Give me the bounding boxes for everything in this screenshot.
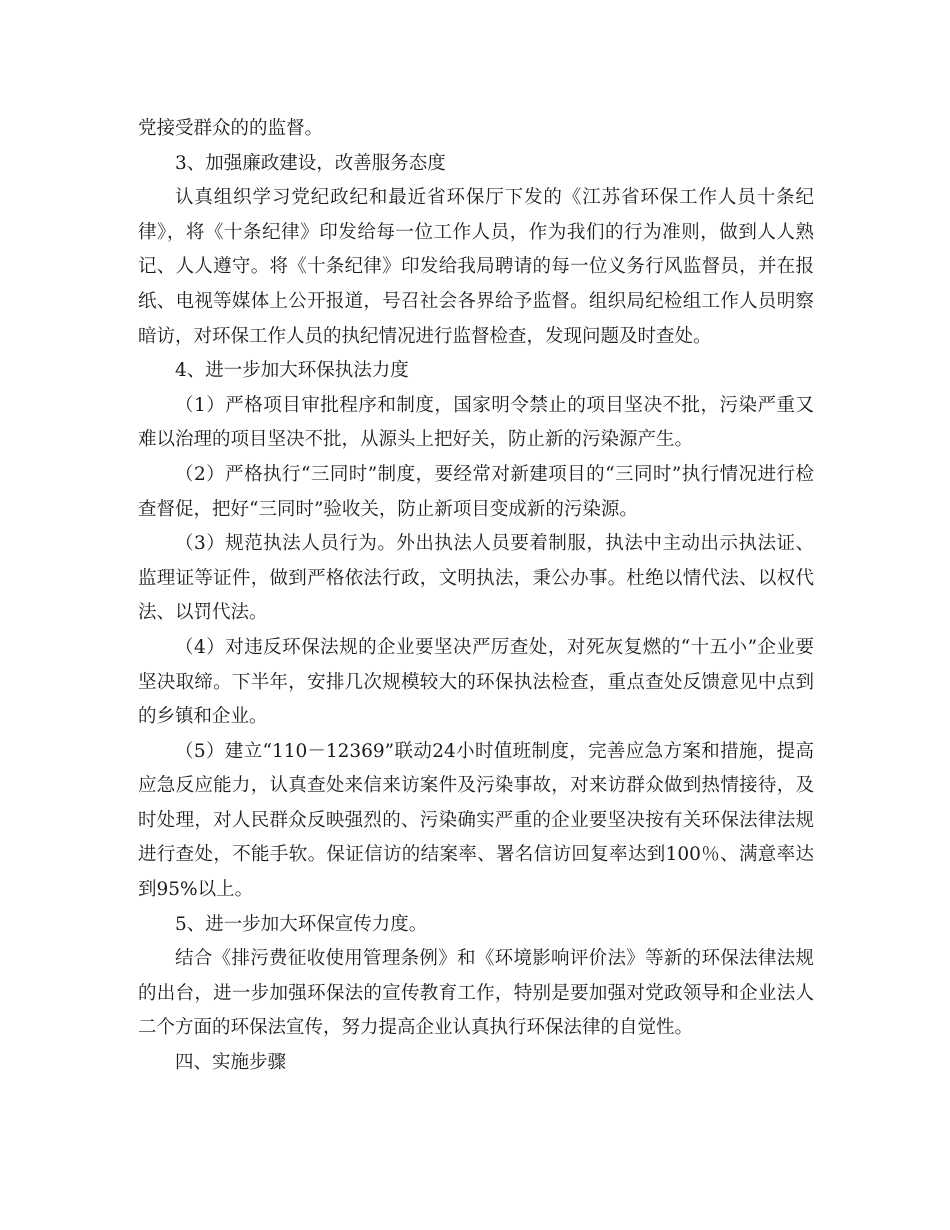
section-heading-3: 3、加强廉政建设，改善服务态度 [175,152,446,174]
section-heading-5: 5、进一步加大环保宣传力度。 [175,913,428,935]
paragraph-publicity: 结合《排污费征收使用管理条例》和《环境影响评价法》等新的环保法律法规的出台，进一步加强环保法的宣传教育工作，特别是要加强对党政领导和企业法人二个方面的环保法宣传，努力提高企业认真执行环保法律的自觉性。 [138,948,814,1039]
section-heading-implementation: 四、实施步骤 [175,1052,287,1074]
list-item-3: （3）规范执法人员行为。外出执法人员要着制服，执法中主动出示执法证、监理证等证件，做到严格依法行政，文明执法，秉公办事。杜绝以情代法、以权代法、以罚代法。 [138,533,814,624]
list-item-1: （1）严格项目审批程序和制度，国家明令禁止的项目坚决不批，污染严重又难以治理的项目坚决不批，从源头上把好关，防止新的污染源产生。 [138,394,814,451]
document-page [138,112,814,1081]
section-heading-4: 4、进一步加大环保执法力度 [175,360,409,382]
list-item-4: （4）对违反环保法规的企业要坚决严厉查处，对死灰复燃的“十五小”企业要坚决取缔。下半年，安排几次规模较大的环保执法检查，重点查处反馈意见中点到的乡镇和企业。 [138,636,814,728]
list-item-2: （2）严格执行“三同时”制度，要经常对新建项目的“三同时”执行情况进行检查督促，把好“三同时”验收关，防止新项目变成新的污染源。 [138,463,814,520]
paragraph-discipline: 认真组织学习党纪政纪和最近省环保厅下发的《江苏省环保工作人员十条纪律》，将《十条纪律》印发给每一位工作人员，作为我们的行为准则，做到人人熟记、人人遵守。将《十条纪律》印发给我局聘请的每一位义务行风监督员，并在报纸、电视等媒体上公开报道，号召社会各界给予监督。组织局纪检组工作人员明察暗访，对环保工作人员的执纪情况进行监督检查，发现问题及时查处。 [138,187,814,347]
list-item-5: （5）建立“110－12369”联动24小时值班制度，完善应急方案和措施，提高应急反应能力，认真查处来信来访案件及污染事故，对来访群众做到热情接待，及时处理，对人民群众反映强烈的、污染确实严重的企业要坚决按有关环保法律法规进行查处，不能手软。保证信访的结案率、署名信访回复率达到100％、满意率达到95%以上。 [138,740,814,901]
paragraph-continuation: 党接受群众的的监督。 [138,118,324,139]
